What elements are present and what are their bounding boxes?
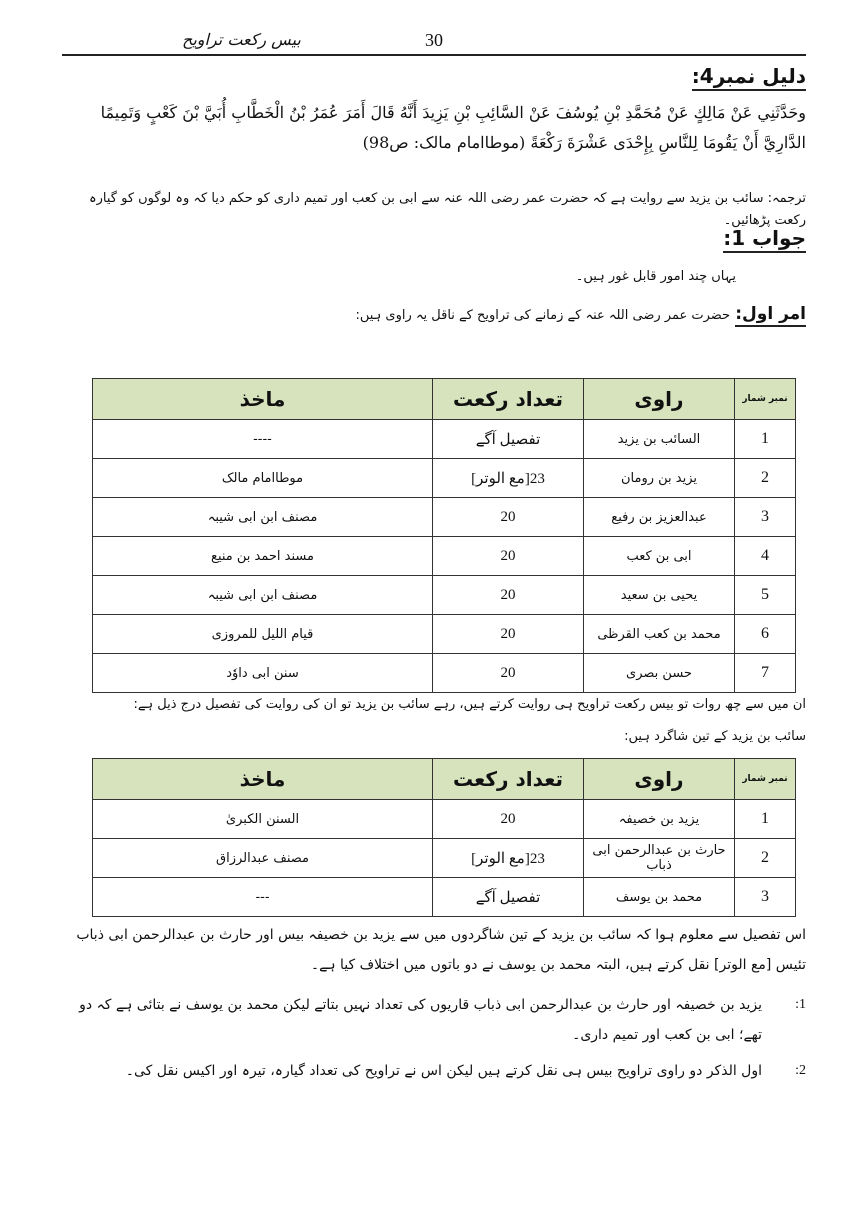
list-item xyxy=(62,990,806,1050)
header-rakat-count: تعداد رکعت xyxy=(433,759,584,800)
cell-narrator: السائب بن یزید xyxy=(584,420,735,459)
cell-rakat-count: 20 xyxy=(433,800,584,839)
cell-serial: 3 xyxy=(735,878,796,917)
hadith-citation: (موطاامام مالک: ص98) xyxy=(362,133,526,152)
cell-source: مصنف عبدالرزاق xyxy=(93,839,433,878)
header-rakat-count: تعداد رکعت xyxy=(433,379,584,420)
table-row xyxy=(93,420,796,459)
cell-serial: 5 xyxy=(735,576,796,615)
narrators-table xyxy=(92,378,796,693)
cell-narrator: یحیی بن سعید xyxy=(584,576,735,615)
cell-source: موطاامام مالک xyxy=(93,459,433,498)
header-rule xyxy=(62,54,806,56)
header-serial: نمبر شمار xyxy=(735,759,796,800)
cell-serial: 7 xyxy=(735,654,796,693)
cell-source: قیام اللیل للمروزی xyxy=(93,615,433,654)
cell-narrator: حارث بن عبدالرحمن ابی ذباب xyxy=(584,839,735,878)
amr-text: حضرت عمر رضی اللہ عنہ کے زمانے کی تراویح کے ناقل یہ راوی ہیں: xyxy=(355,308,731,323)
table-row xyxy=(93,878,796,917)
cell-source: سنن ابی داوٗد xyxy=(93,654,433,693)
cell-serial: 6 xyxy=(735,615,796,654)
cell-source: السنن الکبریٰ xyxy=(93,800,433,839)
header-serial: نمبر شمار xyxy=(735,379,796,420)
list-text: یزید بن خصیفہ اور حارث بن عبدالرحمن ابی ذباب قاریوں کی تعداد نہیں بتاتے لیکن محمد بن یوسف نے بتائی ہے کہ دو تھے؛ ابی بن کعب اور تمیم داری۔ xyxy=(79,997,762,1043)
daleel-heading: دلیل نمبر4: xyxy=(692,64,806,91)
conclusion-list xyxy=(62,990,806,1086)
table-row xyxy=(93,839,796,878)
page-header xyxy=(62,28,806,56)
header-narrator: راوی xyxy=(584,379,735,420)
table-row xyxy=(93,615,796,654)
cell-serial: 2 xyxy=(735,459,796,498)
table-header-row xyxy=(93,759,796,800)
narrators-table-body xyxy=(93,420,796,693)
translation: ترجمہ: سائب بن یزید سے روایت ہے کہ حضرت عمر رضی اللہ عنہ سے ابی بن کعب اور تمیم داری کو حکم دیا کہ وہ لوگوں کو گیارہ رکعت پڑھائیں۔ xyxy=(89,191,806,228)
list-text: اول الذکر دو راوی تراویح بیس ہی نقل کرتے ہیں لیکن اس نے تراویح کی تعداد گیارہ، تیرہ اور اکیس نقل کی۔ xyxy=(125,1063,762,1079)
cell-rakat-count: 20 xyxy=(433,654,584,693)
list-marker: 1: xyxy=(795,997,806,1012)
arabic-text: وحَدَّثَنِي عَنْ مَالِكٍ عَنْ مُحَمَّدِ بْنِ يُوسُفَ عَنْ السَّائِبِ بْنِ يَزِيدَ أَنَّهُ قَالَ أَمَرَ عُمَرُ بْنُ الْخَطَّابِ أُبَيَّ بْنَ كَعْبٍ وَتَمِيمًا الدَّارِيَّ أَنْ يَقُومَا لِلنَّاسِ بِإِحْدَى عَشْرَةَ رَكْعَةً xyxy=(100,103,806,152)
cell-serial: 2 xyxy=(735,839,796,878)
cell-rakat-count: 20 xyxy=(433,615,584,654)
cell-source: مصنف ابن ابی شیبہ xyxy=(93,498,433,537)
page-number: 30 xyxy=(425,30,443,50)
cell-rakat-count: تفصیل آگے xyxy=(433,878,584,917)
cell-narrator: یزید بن رومان xyxy=(584,459,735,498)
cell-rakat-count: 20 xyxy=(433,537,584,576)
running-title: بیس رکعت تراویح xyxy=(182,30,301,49)
students-table xyxy=(92,758,796,917)
cell-narrator: محمد بن یوسف xyxy=(584,878,735,917)
cell-rakat-count: 23[مع الوتر] xyxy=(433,839,584,878)
arabic-hadith xyxy=(62,98,806,158)
list-item xyxy=(62,1056,806,1086)
cell-source: مسند احمد بن منیع xyxy=(93,537,433,576)
daleel-section xyxy=(62,64,806,91)
table-header-row xyxy=(93,379,796,420)
table-row xyxy=(93,498,796,537)
cell-narrator: ابی بن کعب xyxy=(584,537,735,576)
mid-text-2: سائب بن یزید کے تین شاگرد ہیں: xyxy=(624,729,806,744)
table-row xyxy=(93,800,796,839)
jawab-intro: یہاں چند امور قابل غور ہیں۔ xyxy=(575,269,736,284)
cell-serial: 3 xyxy=(735,498,796,537)
cell-rakat-count: 20 xyxy=(433,498,584,537)
cell-narrator: محمد بن کعب القرظی xyxy=(584,615,735,654)
cell-rakat-count: 20 xyxy=(433,576,584,615)
cell-source: --- xyxy=(93,878,433,917)
table-row xyxy=(93,459,796,498)
cell-source: ---- xyxy=(93,420,433,459)
cell-serial: 1 xyxy=(735,420,796,459)
list-marker: 2: xyxy=(795,1063,806,1078)
cell-narrator: حسن بصری xyxy=(584,654,735,693)
table-row xyxy=(93,576,796,615)
cell-narrator: عبدالعزیز بن رفیع xyxy=(584,498,735,537)
students-table-body xyxy=(93,800,796,917)
cell-rakat-count: تفصیل آگے xyxy=(433,420,584,459)
header-narrator: راوی xyxy=(584,759,735,800)
header-source: ماخذ xyxy=(93,759,433,800)
jawab-heading: جواب 1: xyxy=(723,226,806,253)
mid-text-1: ان میں سے چھ روات تو بیس رکعت تراویح ہی روایت کرتے ہیں، رہے سائب بن یزید تو ان کی روایت کی تفصیل درج ذیل ہے: xyxy=(133,697,806,712)
amr-label: امر اول: xyxy=(735,304,806,327)
cell-source: مصنف ابن ابی شیبہ xyxy=(93,576,433,615)
cell-serial: 4 xyxy=(735,537,796,576)
conclusion-paragraph: اس تفصیل سے معلوم ہوا کہ سائب بن یزید کے تین شاگردوں میں سے یزید بن خصیفہ بیس اور حارث بن عبدالرحمن ابی ذباب تئیس [مع الوتر] نقل کرتے ہیں، البتہ محمد بن یوسف نے دو باتوں میں اختلاف کیا ہے۔ xyxy=(76,927,806,973)
amr-awwal xyxy=(62,304,806,327)
cell-narrator: یزید بن خصیفہ xyxy=(584,800,735,839)
cell-rakat-count: 23[مع الوتر] xyxy=(433,459,584,498)
table-row xyxy=(93,537,796,576)
header-source: ماخذ xyxy=(93,379,433,420)
cell-serial: 1 xyxy=(735,800,796,839)
table-row xyxy=(93,654,796,693)
